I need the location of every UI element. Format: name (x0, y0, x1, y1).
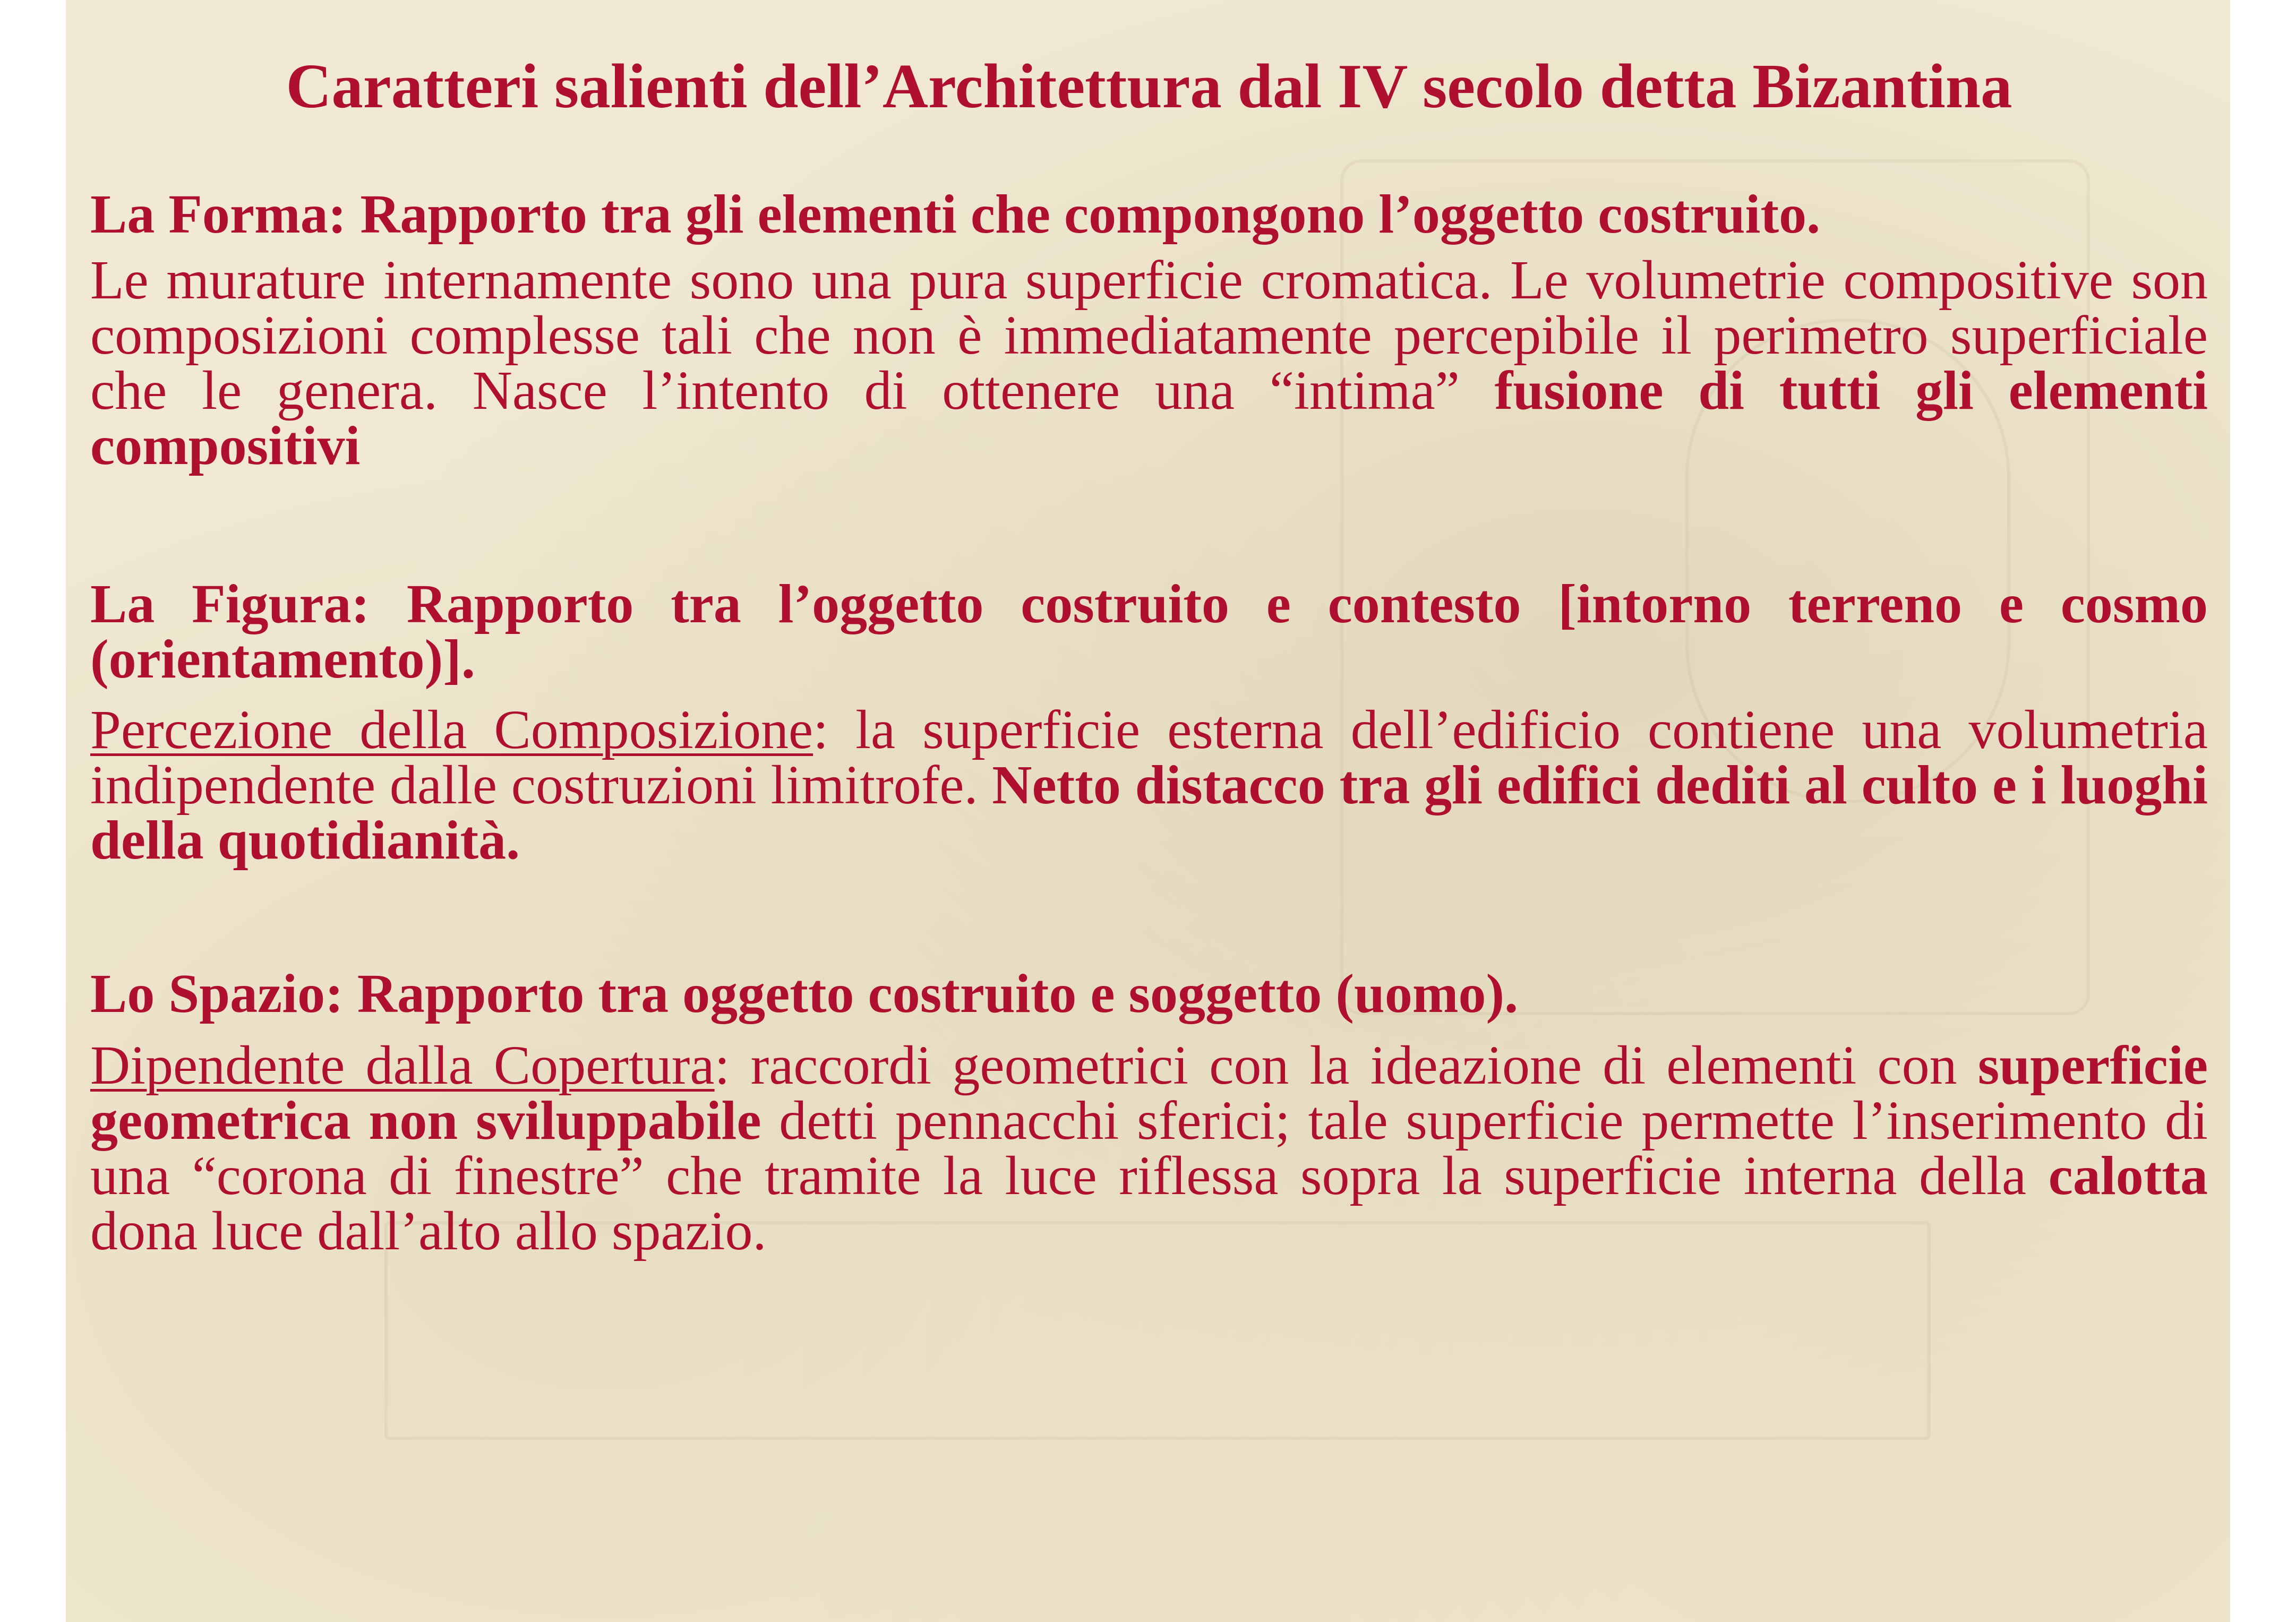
section-heading-spazio: Lo Spazio: Rapporto tra oggetto costruito e soggetto (uomo). (90, 963, 1519, 1024)
section-heading-figura: La Figura: Rapporto tra l’oggetto costruito e contesto [intorno terreno e cosmo (orientamento)]. (90, 573, 2208, 690)
section-heading-forma: La Forma: Rapporto tra gli elementi che compongono l’oggetto costruito. (90, 184, 1821, 245)
section-body-figura (90, 699, 2208, 871)
body-text: : la superficie esterna dell’edificio contiene una volumetria indipendente dalle costruzioni limitrofe. (90, 699, 2208, 816)
body-text: Le murature internamente sono una pura superficie cromatica. Le volumetrie compositive son composizioni complesse tali che non è immediatamente percepibile il perimetro superficiale che le genera. Nasce l’intento di ottenere una “intima” (90, 250, 2208, 421)
underlined-term: Dipendente dalla Copertura (90, 1035, 715, 1096)
emphasis-text: fusione di tutti gli elementi compositivi (90, 360, 2208, 476)
body-text: detti pennacchi sferici; tale superficie permette l’inserimento di una “corona di finestre” che tramite la luce riflessa sopra la superficie interna della (90, 1090, 2208, 1206)
slide-page (66, 0, 2230, 1622)
emphasis-text: superficie geometrica non sviluppabile (90, 1035, 2208, 1151)
emphasis-text: Netto distacco tra gli edifici dediti al culto e i luoghi della quotidianità. (90, 754, 2208, 871)
section-body-spazio (90, 1035, 2208, 1261)
underlined-term: Percezione della Composizione (90, 699, 813, 760)
section-body-forma (90, 250, 2208, 476)
body-text: : raccordi geometrici con la ideazione di elementi con (714, 1035, 1978, 1096)
emphasis-text: calotta (2048, 1145, 2208, 1206)
body-text: dona luce dall’alto allo spazio. (90, 1200, 767, 1261)
slide-title: Caratteri salienti dell’Architettura dal IV secolo detta Bizantina (286, 51, 2012, 121)
